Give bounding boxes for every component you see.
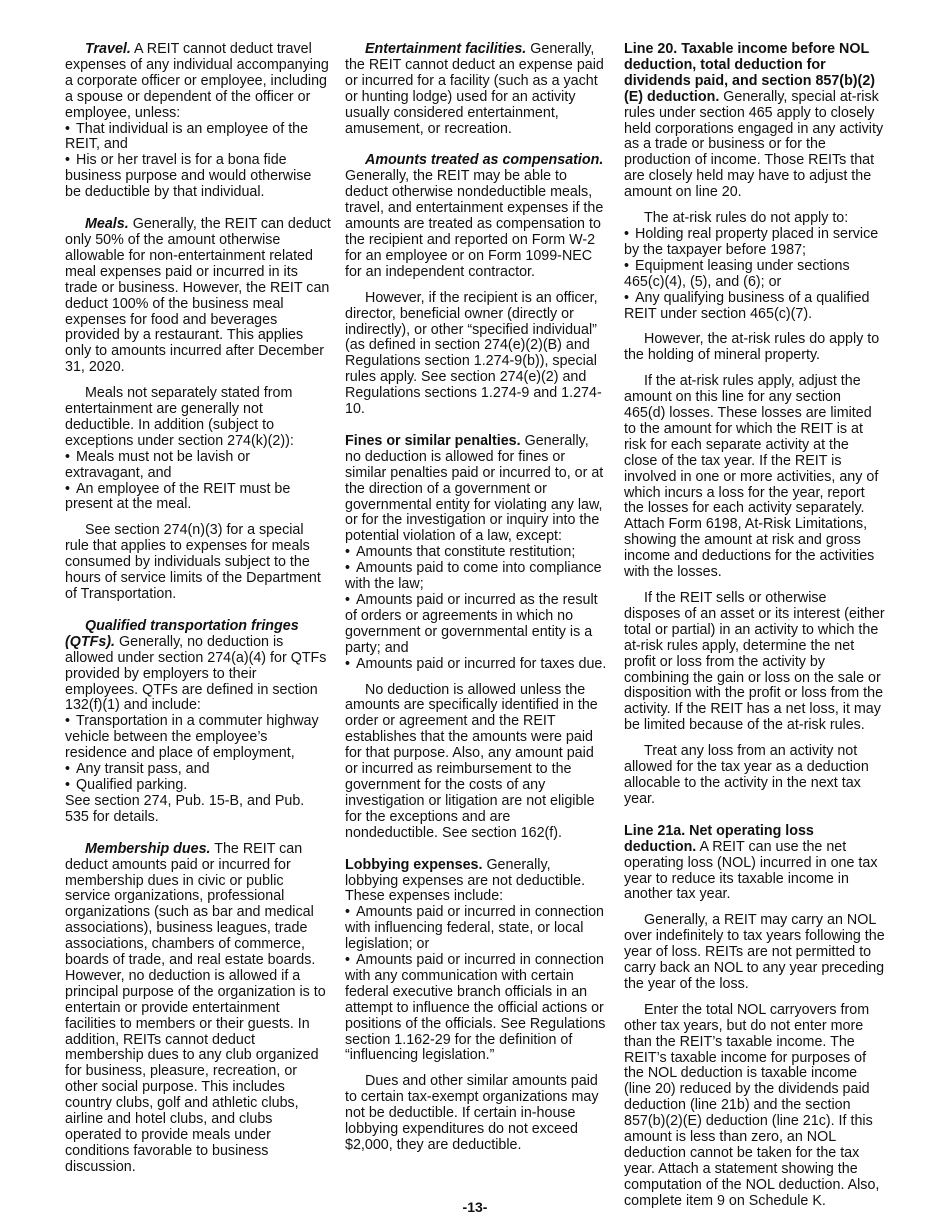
list-item: • Amounts paid to come into compliance with the law;	[345, 561, 607, 593]
list-item: • Amounts paid or incurred for taxes due.	[345, 657, 607, 673]
line20-paragraph-4: If the at-risk rules apply, adjust the amount on this line for any section 465(d) losses. These losses are limited to the amount for which the REIT is at risk for each separate activity at the close of the tax year. If the REIT is involved in one or more activities, any of which incurs a loss for the year, report the losses for each activity separately. Attach Form 6198, At-Risk Limitations, showing the amount at risk and gross income and deductions for the activities with the losses.	[624, 373, 879, 581]
line21a-paragraph: Line 21a. Net operating loss deduction. A REIT can use the net operating loss (NOL) incurred in one tax year to reduce its taxable income in another tax year.	[624, 822, 878, 903]
list-item: • Amounts paid or incurred in connection with influencing federal, state, or local legislation; or	[345, 905, 607, 953]
line21a-paragraph-3: Enter the total NOL carryovers from other tax years, but do not enter more than the REIT’s taxable income. The REIT’s taxable income for purposes of the NOL deduction is taxable income (line 20) reduced by the dividends paid deduction (line 21b) and the section 857(b)(2)(E) deduction (line 21c). If this amount is less than zero, an NOL deduction cannot be taken for the tax year. Attach a statement showing the computation of the NOL deduction. Also, complete item 9 on Schedule K.	[624, 1001, 880, 1209]
page-number: -13-	[462, 1199, 488, 1215]
meals-paragraph: Meals. Generally, the REIT can deduct only 50% of the amount otherwise allowable for non-entertainment related meal expenses paid or incurred in its trade or business. However, the REIT can deduct 100% of the business meal expenses for food and beverages provided by a restaurant. This applies only to amounts incurred after December 31, 2020.	[65, 216, 331, 376]
fines-heading: Fines or similar penalties.	[345, 432, 521, 449]
list-item: • His or her travel is for a bona fide business purpose and would otherwise be deductible by that individual.	[65, 153, 331, 201]
entertainment-heading: Entertainment facilities.	[365, 41, 527, 57]
fines-paragraph-2: No deduction is allowed unless the amounts are specifically identified in the order or agreement and the REIT establishes that the amounts were paid for that purpose. Also, any amount paid or incurred as reimbursement to the government for the costs of any investigation or litigation are not eligible for the exceptions and are nondeductible. See section 162(f).	[345, 681, 598, 841]
list-item: • Any qualifying business of a qualified REIT under section 465(c)(7).	[624, 291, 886, 323]
line20-paragraph-2: The at-risk rules do not apply to:	[644, 210, 849, 227]
travel-paragraph: Travel. A REIT cannot deduct travel expenses of any individual accompanying a corporate officer or employee, including a spouse or dependent of the officer or employee, unless:	[65, 41, 329, 121]
line20-heading: Line 20. Taxable income before NOL deduction, total deduction for dividends paid, and section 857(b)(2)(E) deduction.	[624, 41, 876, 105]
travel-heading: Travel.	[85, 41, 131, 57]
line20-paragraph-3: However, the at-risk rules do apply to the holding of mineral property.	[624, 331, 880, 364]
meals-paragraph-2: Meals not separately stated from entertainment are generally not deductible. In addition (subject to exceptions under section 274(k)(2)):	[65, 385, 294, 449]
entertainment-paragraph: Entertainment facilities. Generally, the REIT cannot deduct an expense paid or incurred for a facility (such as a yacht or hunting lodge) used for an activity usually considered entertainment, amusement, or recreation.	[345, 41, 604, 137]
list-item: • Transportation in a commuter highway vehicle between the employee’s residence and place of employment,	[65, 714, 331, 762]
fines-paragraph: Fines or similar penalties. Generally, no deduction is allowed for fines or similar penalties paid or incurred to, or at the direction of a government or governmental entity for violating any law, or for the investigation or inquiry into the potential violation of a law, except:	[345, 432, 604, 545]
list-item: • Holding real property placed in service by the taxpayer before 1987;	[624, 227, 886, 259]
line21a-paragraph-2: Generally, a REIT may carry an NOL over indefinitely to tax years following the year of loss. REITs are not permitted to carry back an NOL to any year preceding the year of the loss.	[624, 912, 885, 992]
line20-paragraph: Line 20. Taxable income before NOL deduction, total deduction for dividends paid, and section 857(b)(2)(E) deduction. Generally, special at-risk rules under section 465 apply to closely held corporations engaged in any activity as a trade or business or for the production of income. Those REITs that are closely held may have to adjust the amount on line 20.	[624, 41, 884, 201]
membership-paragraph: Membership dues. The REIT can deduct amounts paid or incurred for membership dues in civic or public service organizations, professional organizations (such as bar and medical associations), business leagues, trade associations, chambers of commerce, boards of trade, and real estate boards. However, no deduction is allowed if a principal purpose of the organization is to entertain or provide entertainment facilities to members or their guests. In addition, REITs cannot deduct membership dues to any club organized for business, pleasure, recreation, or other social purpose. This includes country clubs, golf and athletic clubs, airline and hotel clubs, and clubs operated to provide meals under conditions favorable to business discussion.	[65, 840, 326, 1175]
list-item: • Amounts paid or incurred as the result of orders or agreements in which no government or governmental entity is a party; and	[345, 593, 607, 657]
lobbying-heading: Lobbying expenses.	[345, 856, 483, 873]
lobbying-paragraph-2: Dues and other similar amounts paid to certain tax-exempt organizations may not be deductible. If certain in-house lobbying expenditures do not exceed $2,000, they are deductible.	[345, 1073, 599, 1153]
qtf-see-also: See section 274, Pub. 15-B, and Pub. 535 for details.	[65, 792, 305, 825]
line20-paragraph-6: Treat any loss from an activity not allowed for the tax year as a deduction allocable to the activity in the next tax year.	[624, 743, 869, 807]
list-item: • Qualified parking.	[65, 778, 331, 794]
qtf-paragraph: Qualified transportation fringes (QTFs). Generally, no deduction is allowed under section 274(a)(4) for QTFs provided by employers to their employees. QTFs are defined in section 132(f)(1) and include:	[65, 617, 327, 714]
list-item: • An employee of the REIT must be present at the meal.	[65, 482, 331, 514]
list-item: • Equipment leasing under sections 465(c)(4), (5), and (6); or	[624, 259, 886, 291]
list-item: • Meals must not be lavish or extravagant, and	[65, 450, 331, 482]
lobbying-paragraph: Lobbying expenses. Generally, lobbying expenses are not deductible. These expenses include:	[345, 856, 586, 905]
list-item: • Amounts paid or incurred in connection with any communication with certain federal executive branch officials in an attempt to influence the official actions or positions of the officials. See Regulations section 1.162-29 for the definition of “influencing legislation.”	[345, 953, 607, 1064]
column-3	[624, 42, 886, 1210]
qtf-heading: Qualified transportation fringes (QTFs).	[65, 617, 299, 650]
meals-heading: Meals.	[85, 216, 129, 233]
membership-heading: Membership dues.	[85, 840, 211, 857]
compensation-paragraph-2: However, if the recipient is an officer, director, beneficial owner (directly or indirectly), or other “specified individual” (as defined in section 274(e)(2)(B) and Regulations section 1.274-9(b)), special rules apply. See section 274(e)(2) and Regulations sections 1.274-9 and 1.274-10.	[345, 289, 602, 418]
column-2	[345, 42, 607, 1154]
list-item: • Amounts that constitute restitution;	[345, 545, 607, 561]
column-1	[65, 42, 331, 1176]
list-item: • That individual is an employee of the REIT, and	[65, 122, 331, 154]
list-item: • Any transit pass, and	[65, 762, 331, 778]
meals-paragraph-3: See section 274(n)(3) for a special rule that applies to expenses for meals consumed by individuals subject to the hours of service limits of the Department of Transportation.	[65, 522, 321, 602]
line20-paragraph-5: If the REIT sells or otherwise disposes of an asset or its interest (either total or partial) in an activity to which the at-risk rules apply, determine the net profit or loss from the activity by combining the gain or loss on the sale or disposition with the profit or loss from the activity. If the REIT has a net loss, it may be limited because of the at-risk rules.	[624, 590, 885, 734]
line21a-heading: Line 21a. Net operating loss deduction.	[624, 822, 814, 855]
compensation-heading: Amounts treated as compensation.	[365, 152, 604, 169]
compensation-paragraph: Amounts treated as compensation. Generally, the REIT may be able to deduct otherwise nondeductible meals, travel, and entertainment expenses if the amounts are treated as compensation to the recipient and reported on Form W-2 for an employee or on Form 1099-NEC for an independent contractor.	[345, 152, 604, 280]
